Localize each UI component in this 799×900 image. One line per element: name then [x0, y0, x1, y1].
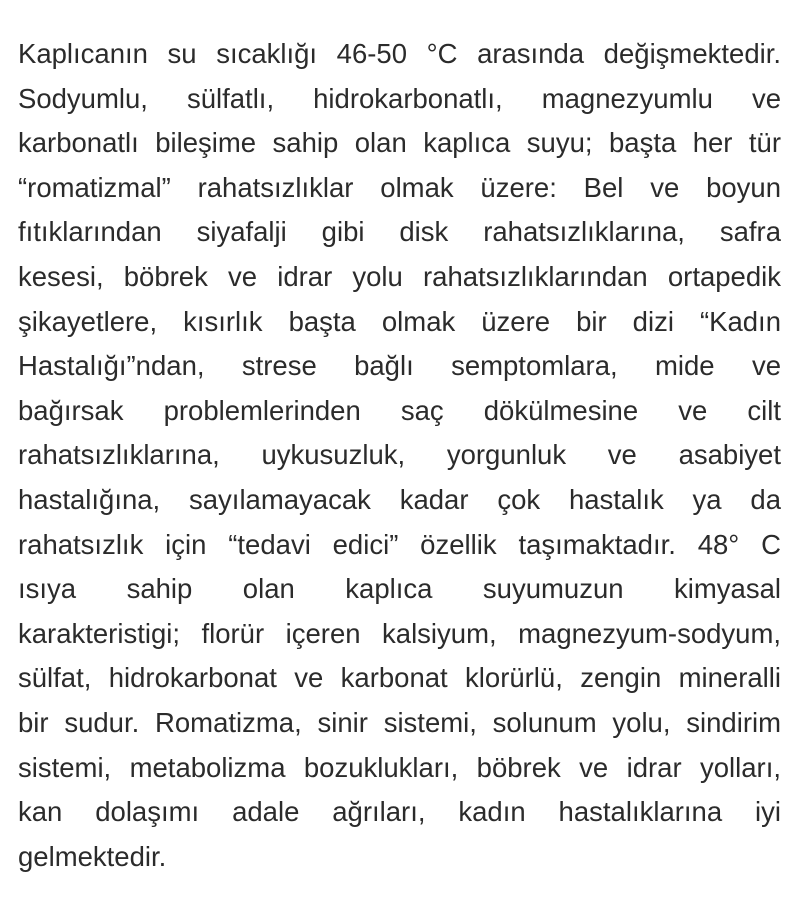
- text-line: karakteristigi; florür içeren kalsiyum, magnezyum-sodyum,: [18, 617, 781, 649]
- text-line: rahatsızlık için “tedavi edici” özellik taşımaktadır. 48° C: [18, 528, 781, 560]
- text-line: Hastalığı”ndan, strese bağlı semptomlara, mide ve: [18, 350, 781, 382]
- text-line: karbonatlı bileşime sahip olan kaplıca suyu; başta her tür: [18, 127, 781, 159]
- text-line: gelmektedir.: [18, 840, 167, 872]
- text-line: Sodyumlu, sülfatlı, hidrokarbonatlı, magnezyumlu ve: [18, 82, 781, 114]
- text-line: Kaplıcanın su sıcaklığı 46-50 °C arasında değişmektedir.: [18, 38, 781, 69]
- text-line: kesesi, böbrek ve idrar yolu rahatsızlıklarından ortapedik: [18, 260, 781, 292]
- text-line: sistemi, metabolizma bozuklukları, böbrek ve idrar yolları,: [18, 751, 781, 783]
- text-line: “romatizmal” rahatsızlıklar olmak üzere: Bel ve boyun: [18, 171, 781, 203]
- text-line: kan dolaşımı adale ağrıları, kadın hastalıklarına iyi: [18, 796, 781, 828]
- text-line: rahatsızlıklarına, uykusuzluk, yorgunluk ve asabiyet: [18, 439, 781, 471]
- article-text: [18, 32, 781, 879]
- text-line: hastalığına, sayılamayacak kadar çok hastalık ya da: [18, 483, 781, 515]
- text-line: ısıya sahip olan kaplıca suyumuzun kimyasal: [18, 573, 781, 605]
- text-line: fıtıklarından siyafalji gibi disk rahatsızlıklarına, safra: [18, 216, 781, 248]
- text-line: bağırsak problemlerinden saç dökülmesine ve cilt: [18, 394, 781, 426]
- text-line: şikayetlere, kısırlık başta olmak üzere bir dizi “Kadın: [18, 305, 781, 337]
- text-line: sülfat, hidrokarbonat ve karbonat klorürlü, zengin mineralli: [18, 662, 781, 694]
- text-line: bir sudur. Romatizma, sinir sistemi, solunum yolu, sindirim: [18, 706, 781, 738]
